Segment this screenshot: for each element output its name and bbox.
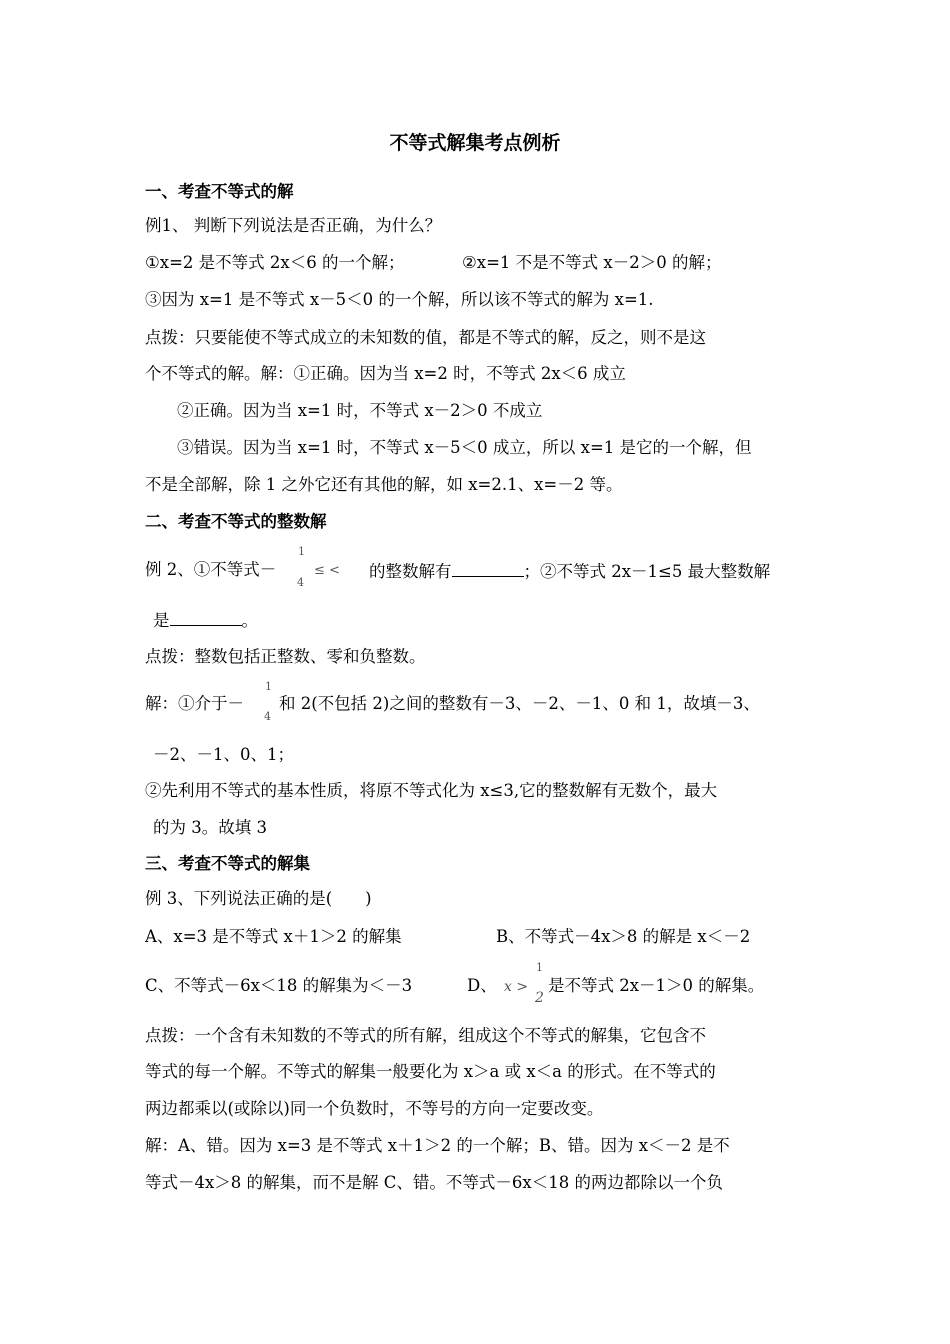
answer-1-line-4: 不是全部解，除 1 之外它还有其他的解，如 x=2.1、x=－2 等。	[145, 475, 623, 494]
fraction-3-denominator: 2	[535, 990, 544, 1006]
answer-2-part-b: 和 2(不包括 2)之间的整数有－3、－2、－1、0 和 1，故填－3、	[279, 694, 760, 713]
fraction-2-numerator: 1	[265, 680, 272, 693]
section-2-heading: 二、考查不等式的整数解	[145, 512, 327, 531]
answer-1-line-3: ③错误。因为当 x=1 时，不等式 x－5＜0 成立，所以 x=1 是它的一个解，但	[177, 438, 752, 457]
answer-2-line-2: －2、－1、0、1；	[153, 745, 294, 764]
statement-2: ②x=1 不是不等式 x－2＞0 的解；	[462, 253, 722, 272]
option-d-prefix: D、	[467, 976, 497, 995]
fraction-3-numerator: 1	[536, 961, 543, 974]
section-3-heading: 三、考查不等式的解集	[145, 854, 310, 873]
example-2-part-b: 的整数解有 ；②不等式 2x－1≤5 最大整数解	[369, 559, 770, 583]
example-3-question: 例 3、下列说法正确的是( )	[145, 889, 372, 908]
hint-3-line-1: 点拨：一个含有未知数的不等式的所有解，组成这个不等式的解集，它包含不	[145, 1026, 706, 1045]
answer-2-part-a: 解：①介于－	[145, 694, 244, 713]
hint-1-line-1: 点拨：只要能使不等式成立的未知数的值，都是不等式的解，反之，则不是这	[145, 328, 706, 347]
option-c: C、不等式－6x＜18 的解集为＜－3	[145, 976, 413, 995]
inequality-symbols: ≤ <	[314, 563, 340, 578]
answer-blank-1[interactable]	[452, 559, 524, 577]
answer-2-line-4: 的为 3。故填 3	[153, 818, 267, 837]
hint-2: 点拨：整数包括正整数、零和负整数。	[145, 647, 426, 666]
answer-2-line-3: ②先利用不等式的基本性质，将原不等式化为 x≤3,它的整数解有无数个，最大	[145, 781, 718, 800]
statement-3: ③因为 x=1 是不等式 x－5＜0 的一个解，所以该不等式的解为 x=1.	[145, 290, 654, 309]
section-1-heading: 一、考查不等式的解	[145, 182, 294, 201]
fraction-1-denominator: 4	[297, 576, 304, 589]
answer-3-line-1: 解：A、错。因为 x=3 是不等式 x＋1＞2 的一个解；B、错。因为 x＜－2 是不	[145, 1136, 730, 1155]
example-2-line-2: 是 。	[153, 608, 258, 632]
fraction-2-denominator: 4	[264, 710, 271, 723]
option-b: B、不等式－4x＞8 的解是 x＜－2	[496, 927, 751, 946]
example-1-question: 例1、 判断下列说法是否正确，为什么？	[145, 216, 442, 235]
option-a: A、x=3 是不等式 x＋1＞2 的解集	[145, 927, 402, 946]
hint-3-line-2: 等式的每一个解。不等式的解集一般要化为 x＞a 或 x＜a 的形式。在不等式的	[145, 1062, 716, 1081]
fraction-1-numerator: 1	[298, 545, 305, 558]
hint-1-line-2: 个不等式的解。解：①正确。因为当 x=2 时，不等式 2x＜6 成立	[145, 364, 626, 383]
option-d-expression: x >	[504, 979, 529, 995]
page-title: 不等式解集考点例析	[389, 132, 561, 154]
hint-3-line-3: 两边都乘以(或除以)同一个负数时，不等号的方向一定要改变。	[145, 1099, 604, 1118]
answer-blank-2[interactable]	[170, 608, 242, 626]
statement-1: ①x=2 是不等式 2x＜6 的一个解；	[145, 253, 405, 272]
option-d-suffix: 是不等式 2x－1＞0 的解集。	[548, 976, 765, 995]
example-2-part-a: 例 2、①不等式－	[145, 560, 277, 579]
answer-3-line-2: 等式－4x＞8 的解集，而不是解 C、错。不等式－6x＜18 的两边都除以一个负	[145, 1173, 723, 1192]
answer-1-line-2: ②正确。因为当 x=1 时，不等式 x－2＞0 不成立	[177, 401, 543, 420]
